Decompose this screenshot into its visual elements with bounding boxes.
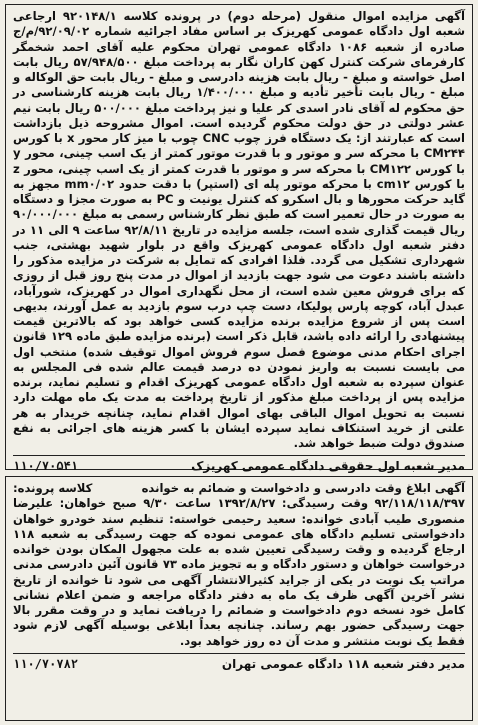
summons-notice-header <box>13 481 465 496</box>
summons-notice-footer <box>13 653 465 671</box>
summons-notice <box>5 476 473 721</box>
auction-notice-signature: مدیر شعبه اول حقوقی دادگاه عمومی کهریزک <box>191 459 465 474</box>
summons-notice-signature: مدیر دفتر شعبه ۱۱۸ دادگاه عمومی تهران <box>221 656 465 671</box>
auction-notice-body: آگهی مزایده اموال منقول (مرحله دوم) در پرونده کلاسه ۹۲۰۱۴۸/۱ ارجاعی شعبه اول دادگاه عمومی کهریزک بر اساس مفاد اجرائیه شماره ۹۲/۰۹/۰۲/م/ج صادره از شعبه ۱۰۸۶ دادگاه عمومی تهران محکوم علیه آقای احمد شخمگر کارفرمای شرکت کنترل کهن کاران نگار به پرداخت مبلغ ۵۷/۹۴۸/۵۰۰ ریال بابت اصل خواسته و مبلغ - ریال بابت هزینه دادرسی و مبلغ - ریال بابت حق الوکاله و مبلغ - ریال بابت تأخیر تأدیه و مبلغ ۱/۴۰۰/۰۰۰ ریال بابت هزینه کارشناسی در حق محکوم له آقای نادر اسدی کر علیا و نیز پرداخت مبلغ ۵۰۰/۰۰۰ ریال بابت نیم عشر دولتی در حق دولت محکوم گردیده است. اموال مشروحه ذیل بازداشت است که عبارتند از: یک دستگاه فرز چوب CNC چوب با میز کار محور x با کورس CM۲۴۴ با محرکه سر و موتور و با قدرت موتور کمتر از یک اسب چینی، محور y با کورس CM۱۲۲ با محرکه سر و موتور با قدرت کمتر از یک اسب چینی، محور z با کورس cm۱۲ با محرکه موتور پله ای (استپر) با دقت حدود mm۰/۰۲ مجهز به گاید حرکت محورها و بال اسکرو که کنترل یونیت و PC به صورت مجزا و دستگاه به صورت در حال تعمیر است که طبق نظر کارشناس رسمی به مبلغ ۹۰/۰۰۰/۰۰۰ ریال قیمت گذاری شده است، جلسه مزایده در تاریخ ۹۲/۸/۱۱ ساعت ۹ الی ۱۱ در دفتر شعبه اول دادگاه عمومی کهریزک واقع در بلوار شهید بهشتی، جنب شهرداری تشکیل می گردد. فلذا افرادی که تمایل به شرکت در مزایده مذکور را داشته باشند دعوت می شود جهت بازدید از اموال در مدت پنج روز قبل از روزی که برای فروش معین شده است، از محل نگهداری اموال در کهریزک، شورآباد، عبدل آباد، کوچه پارس پولیکا، دست چپ درب سوم بازدید به عمل آورند، بدیهی است پس از شروع مزایده برنده مزایده کسی خواهد بود که بالاترین قیمت پیشنهادی را ارائه داده باشد، قابل ذکر است (برنده مزایده طبق ماده ۱۲۹ قانون اجرای احکام مدنی موضوع فصل سوم فروش اموال توقیف شده) منتخب اول می بایست نسبت به واریز نمودن ده درصد قیمت عالم شده فی المجلس به عنوان سپرده به شعبه اول دادگاه عمومی کهریزک اقدام و تسلیم نماید، برنده مزایده پس از پرداخت مبلغ مذکور از تاریخ پرداخت به مدت یک ماه مهلت دارد نسبت به تحویل اموال الباقی بهای اموال اقدام نماید، چنانچه خریدار به هر علتی از خرید استنکاف نماید سپرده ایشان با کسر هزینه های اجرائی به نفع صندوق دولت ضبط خواهد شد. <box>13 9 466 450</box>
auction-notice-code: ۱۱۰/۷۰۵۴۱ <box>13 459 79 474</box>
summons-case-label: کلاسه پرونده: <box>13 481 93 495</box>
auction-notice <box>5 4 473 474</box>
auction-notice-footer <box>13 455 465 473</box>
summons-notice-body: ۹۲/۱۱۸/۱۱۸/۳۹۷ وقت رسیدگی: ۱۳۹۲/۸/۲۷ ساعت ۹/۳۰ صبح خواهان: علیرضا منصوری طیب آبادی خوانده: سعید رحیمی خواسته: تنظیم سند خودرو خواهان دادخواستی تسلیم دادگاه های عمومی نموده که جهت رسیدگی به شعبه ۱۱۸ ارجاع گردیده و وقت رسیدگی تعیین شده به علت مجهول المکان بودن خوانده درخواست خواهان و دستور دادگاه و به تجویز ماده ۷۳ قانون آئین دادرسی مدنی مراتب یک نوبت در یکی از جراید کثیرالانتشار آگهی می شود تا خوانده از تاریخ نشر آخرین آگهی ظرف یک ماه به دفتر دادگاه مراجعه و ضمن اعلام نشانی کامل خود نسخه دوم دادخواست و ضمائم را دریافت نماید و در وقت مقرر بالا جهت رسیدگی حضور بهم رساند. چنانچه بعداً ابلاغی بوسیله آگهی لازم شود فقط یک نوبت منتشر و مدت آن ده روز خواهد بود. <box>13 496 466 648</box>
summons-notice-code: ۱۱۰/۷۰۷۸۲ <box>13 656 79 671</box>
summons-notice-title: آگهی ابلاغ وقت دادرسی و دادخواست و ضمائم به خوانده <box>141 481 465 495</box>
